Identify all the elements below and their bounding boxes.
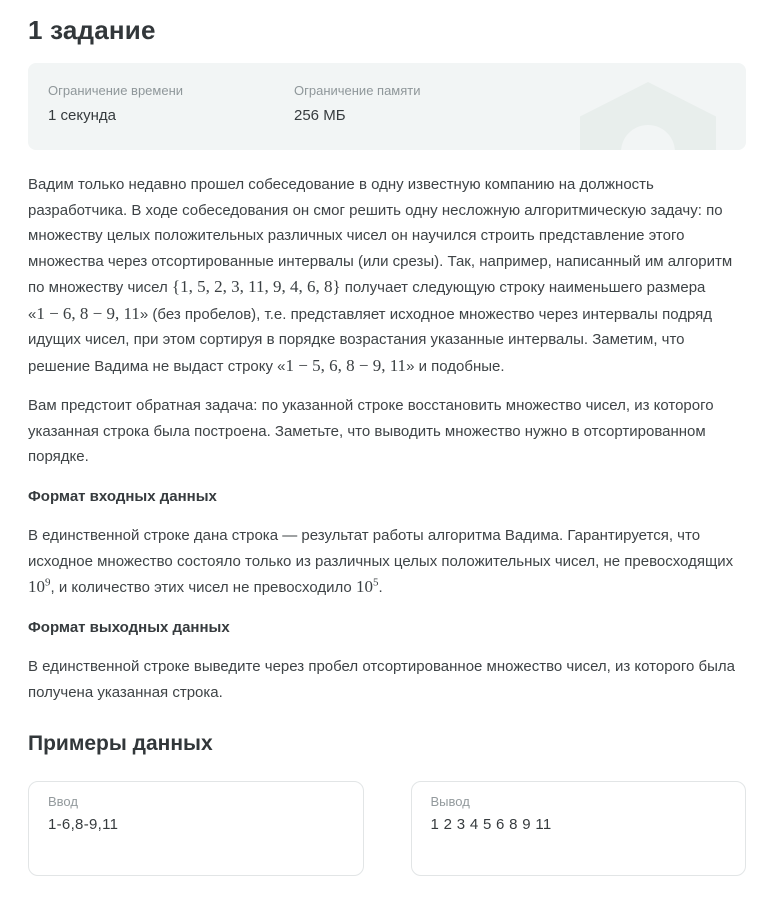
- math-superscript: 9: [45, 576, 51, 589]
- format-heading: Формат входных данных: [28, 487, 217, 505]
- inline-math: 1 − 5, 6, 8 − 9, 11: [285, 355, 407, 375]
- inline-math: 1 − 6, 8 − 9, 11: [36, 303, 140, 323]
- sample-input-box: [28, 781, 364, 876]
- home-arch-watermark-icon: [580, 82, 716, 150]
- sample-output-label: Вывод: [430, 794, 470, 809]
- sample-input-label: Ввод: [48, 794, 78, 809]
- sample-output-value: 1 2 3 4 5 6 8 9 11: [430, 816, 552, 833]
- statement-paragraph: В единственной строке выведите через пробел отсортированное множество чисел, из которого была получена указанная строка.: [28, 658, 736, 701]
- problem-statement: [28, 172, 746, 705]
- sample-input-value: 1-6,8-9,11: [48, 816, 119, 833]
- statement-paragraph: Вам предстоит обратная задача: по указанной строке восстановить множество чисел, из которого указанная строка была построена. Заметьте, что выводить множество нужно в отсортированном порядке.: [28, 397, 714, 465]
- samples-heading: Примеры данных: [28, 732, 213, 755]
- statement-paragraph: В единственной строке дана строка — результат работы алгоритма Вадима. Гарантируется, что исходное множество состояло только из различных целых положительных чисел, не превосходящих $10^9$, и количество этих чисел не превосходило $10^5$.: [28, 527, 734, 596]
- math-superscript: 5: [372, 576, 379, 589]
- samples-row: [28, 781, 746, 876]
- sample-output-box: [411, 781, 747, 876]
- limits-panel: [28, 63, 746, 150]
- time-limit-label: Ограничение времени: [48, 83, 184, 98]
- watermark-arch: [621, 125, 675, 150]
- inline-math: $10^5$: [355, 576, 379, 596]
- inline-math: {1, 5, 2, 3, 11, 9, 4, 6, 8}: [171, 277, 341, 296]
- time-limit-value: 1 секунда: [48, 107, 116, 124]
- page-title: 1 задание: [28, 15, 156, 45]
- memory-limit-value: 256 МБ: [294, 107, 346, 124]
- memory-limit-label: Ограничение памяти: [294, 83, 421, 98]
- statement-paragraph: Вадим только недавно прошел собеседование в одну известную компанию на должность разработчика. В ходе собеседования он смог решить одну несложную алгоритмическую задачу: по множеству целых положительных различных чисел он научился строить представление этого множества через отсортированные интервалы (или срезы). Так, например, написанный им алгоритм по множеству чисел {1, 5, 2, 3, 11, 9, 4, 6, 8} получает следующую строку наименьшего размера «1 − 6, 8 − 9, 11» (без пробелов), т.е. представляет исходное множество через интервалы подряд идущих чисел, при этом сортируя в порядке возрастания указанные интервалы. Заметим, что решение Вадима не выдаст строку «1 − 5, 6, 8 − 9, 11» и подобные.: [28, 176, 733, 375]
- format-heading: Формат выходных данных: [28, 618, 230, 636]
- inline-math: $10^9$: [28, 576, 51, 596]
- time-limit: [48, 83, 294, 150]
- memory-limit: [294, 83, 540, 150]
